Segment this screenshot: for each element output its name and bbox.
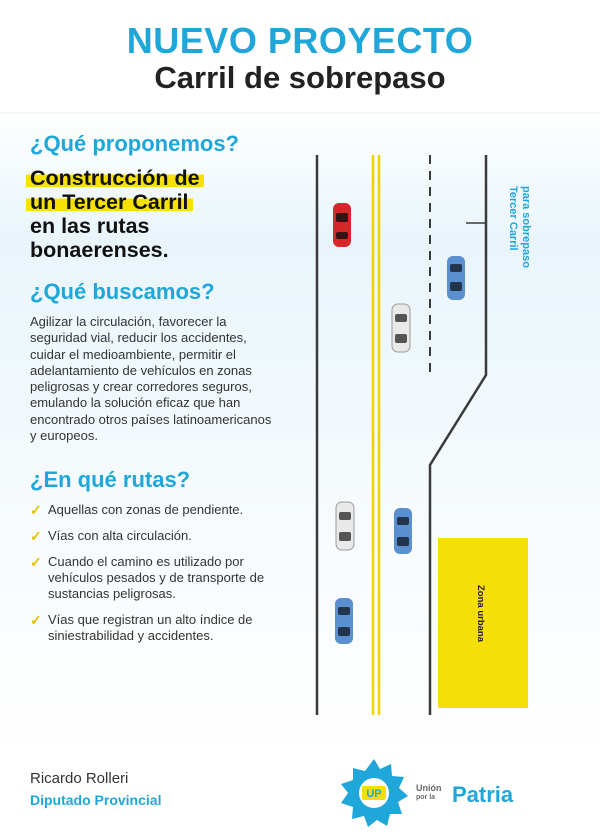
- list-item: [30, 502, 280, 518]
- proposal-line-2: [30, 190, 280, 214]
- proposal-block: [30, 166, 280, 262]
- lane-label: [507, 186, 532, 268]
- route-item-text: Vías que registran un alto índice de siniestrabilidad y accidentes.: [48, 612, 253, 644]
- logo-small-text: [416, 784, 442, 802]
- logo-small-line2: por la: [416, 794, 436, 801]
- proposal-line-2-text: un Tercer Carril: [26, 190, 193, 214]
- heading-seek: ¿Qué buscamos?: [30, 279, 215, 304]
- lane-label-line1: Tercer Carril: [507, 186, 519, 251]
- header-divider: [0, 112, 600, 114]
- check-icon: ✓: [30, 612, 42, 629]
- text-column: [30, 130, 280, 644]
- route-item-text: Vías con alta circulación.: [48, 528, 192, 544]
- badge-text: UP: [366, 788, 382, 800]
- heading-routes: ¿En qué rutas?: [30, 467, 191, 493]
- logo-small-line1: Unión: [416, 783, 442, 793]
- author-name: Ricardo Rolleri: [30, 770, 129, 787]
- check-icon: ✓: [30, 502, 42, 519]
- routes-list: [30, 502, 280, 644]
- car-blue-right: [394, 508, 412, 554]
- subtitle: Carril de sobrepaso: [154, 60, 446, 95]
- car-white-upper: [392, 304, 410, 352]
- car-blue-left: [335, 598, 353, 644]
- proposal-line-4: bonaerenses.: [30, 238, 169, 262]
- route-item-text: Cuando el camino es utilizado por vehículos pesados y de transporte de sustancias peligrosas.: [48, 554, 265, 602]
- check-icon: ✓: [30, 554, 42, 571]
- car-blue-passing: [447, 256, 465, 300]
- author-role: Diputado Provincial: [30, 792, 162, 808]
- logo-big-text: Patria: [452, 782, 514, 807]
- party-logo-badge: [338, 757, 410, 829]
- proposal-line-1-text: Construcción de: [26, 166, 204, 190]
- check-icon: ✓: [30, 528, 42, 545]
- seek-paragraph: Agilizar la circulación, favorecer la seguridad vial, reducir los accidentes, cuidar el medioambiente, permitir el adelantamiento de vehículos en zonas peligrosas y crear corredores seguros, emulando la solución eficaz que han encontrado otros países latinoamericanos y europeos.: [30, 314, 272, 444]
- lane-label-line2: para sobrepaso: [520, 186, 532, 268]
- car-red: [333, 203, 351, 247]
- urban-zone-label: Zona urbana: [475, 585, 486, 643]
- proposal-line-1: [30, 166, 280, 190]
- title: NUEVO PROYECTO: [126, 20, 474, 61]
- road-diagram: [290, 150, 560, 720]
- route-item-text: Aquellas con zonas de pendiente.: [48, 502, 244, 518]
- list-item: [30, 528, 280, 544]
- car-white-lower: [336, 502, 354, 550]
- heading-propose: ¿Qué proponemos?: [30, 131, 239, 156]
- urban-zone-label-group: [475, 585, 486, 643]
- list-item: [30, 612, 280, 644]
- proposal-line-3: en las rutas: [30, 214, 150, 238]
- list-item: [30, 554, 280, 602]
